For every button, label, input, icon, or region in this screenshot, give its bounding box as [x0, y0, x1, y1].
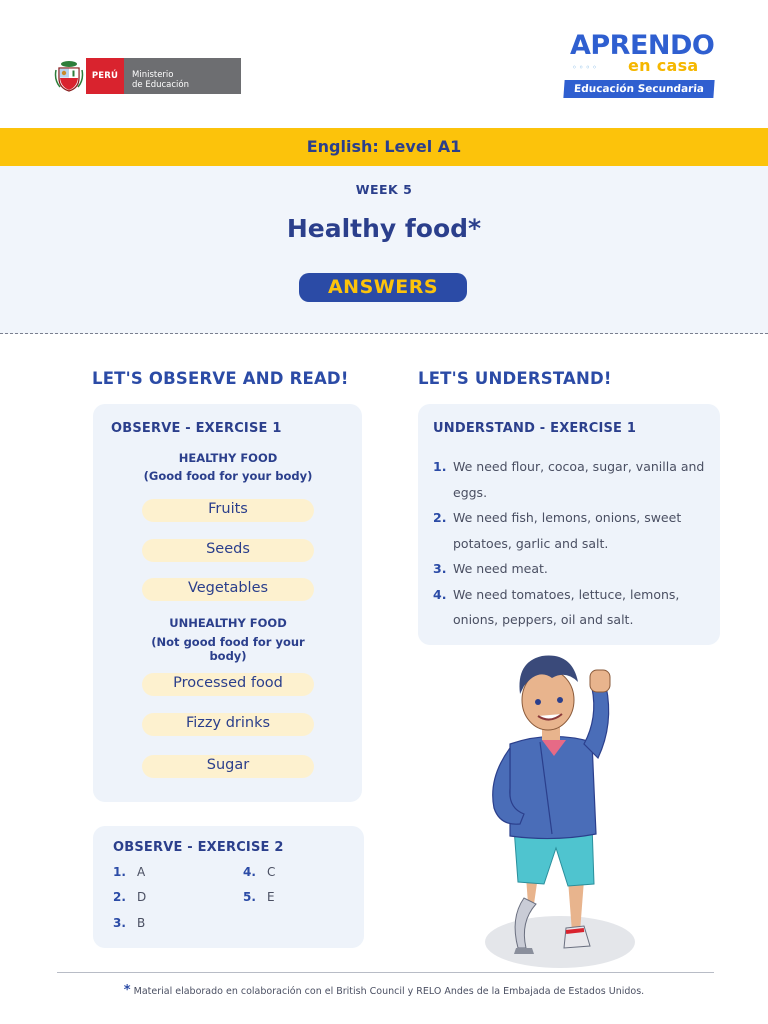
item-text: We need meat. [453, 561, 548, 576]
answer-value: C [267, 865, 276, 879]
peru-label: PERÚ [86, 58, 124, 94]
unhealthy-food-subtitle-2: body) [209, 649, 247, 663]
answer-value: D [137, 890, 147, 904]
healthy-food-title: HEALTHY FOOD [178, 451, 278, 465]
unhealthy-item: Processed food [142, 673, 314, 696]
brand-badge: Educación Secundaria [563, 80, 714, 98]
page-title: Healthy food* [286, 214, 482, 243]
item-number: 1. [433, 459, 447, 474]
footnote [0, 983, 768, 998]
unhealthy-item: Fizzy drinks [142, 713, 314, 736]
exercise2-answer [243, 890, 275, 904]
answers-badge: ANSWERS [299, 273, 467, 302]
brand-dots-icon: ◦◦◦◦ [572, 63, 599, 72]
answer-number: 2. [113, 890, 126, 904]
unhealthy-item: Sugar [142, 755, 314, 778]
exercise2-answer [243, 865, 275, 879]
ministry-line2: de Educación [132, 80, 189, 90]
item-text: We need fish, lemons, onions, sweet potatoes, garlic and salt. [453, 510, 682, 551]
understand-answer-list [433, 454, 713, 633]
ministry-label [124, 58, 241, 94]
coat-of-arms-icon [52, 58, 86, 94]
item-text: We need flour, cocoa, sugar, vanilla and eggs. [453, 459, 705, 500]
item-number: 3. [433, 561, 447, 576]
week-label: WEEK 5 [355, 182, 413, 197]
answer-value: A [137, 865, 146, 879]
boy-illustration [480, 648, 650, 970]
observe-exercise1-heading: OBSERVE - EXERCISE 1 [111, 421, 282, 436]
title-area [0, 166, 768, 334]
healthy-food-subtitle: (Good food for your body) [143, 469, 313, 483]
understand-exercise1-heading: UNDERSTAND - EXERCISE 1 [433, 421, 637, 436]
ministry-line1: Ministerio [132, 70, 174, 80]
observe-section-title: LET'S OBSERVE AND READ! [92, 369, 349, 388]
exercise2-answer [113, 890, 146, 904]
item-number: 4. [433, 586, 447, 602]
exercise2-answer [113, 865, 145, 879]
item-text: We need tomatoes, lettuce, lemons, onions, peppers, oil and salt. [453, 586, 680, 627]
brand-line1: APRENDO [570, 30, 715, 61]
healthy-item: Seeds [142, 539, 314, 562]
list-item [433, 454, 713, 505]
course-band: English: Level A1 [0, 128, 768, 166]
footnote-text: Material elaborado en colaboración con el British Council y RELO Andes de la Embajada de Estados Unidos. [133, 986, 645, 997]
observe-exercise2-heading: OBSERVE - EXERCISE 2 [113, 840, 284, 855]
page-header [0, 0, 768, 128]
brand-line2: en casa [628, 56, 699, 75]
answer-number: 1. [113, 865, 126, 879]
answer-number: 4. [243, 865, 256, 879]
answer-number: 3. [113, 916, 126, 930]
answer-number: 5. [243, 890, 256, 904]
understand-section-title: LET'S UNDERSTAND! [418, 369, 612, 388]
healthy-item: Vegetables [142, 578, 314, 601]
unhealthy-food-title: UNHEALTHY FOOD [169, 616, 287, 630]
list-item [433, 505, 713, 556]
unhealthy-food-subtitle-1: (Not good food for your [151, 635, 305, 649]
footer-divider [57, 972, 714, 973]
exercise2-answer [113, 916, 145, 930]
list-item [433, 582, 713, 633]
healthy-item: Fruits [142, 499, 314, 522]
item-number: 2. [433, 510, 447, 525]
minedu-logo [52, 58, 241, 94]
list-item [433, 556, 713, 582]
footnote-asterisk: * [123, 983, 131, 998]
answer-value: B [137, 916, 146, 930]
aprendo-en-casa-logo [560, 30, 720, 102]
answer-value: E [267, 890, 275, 904]
